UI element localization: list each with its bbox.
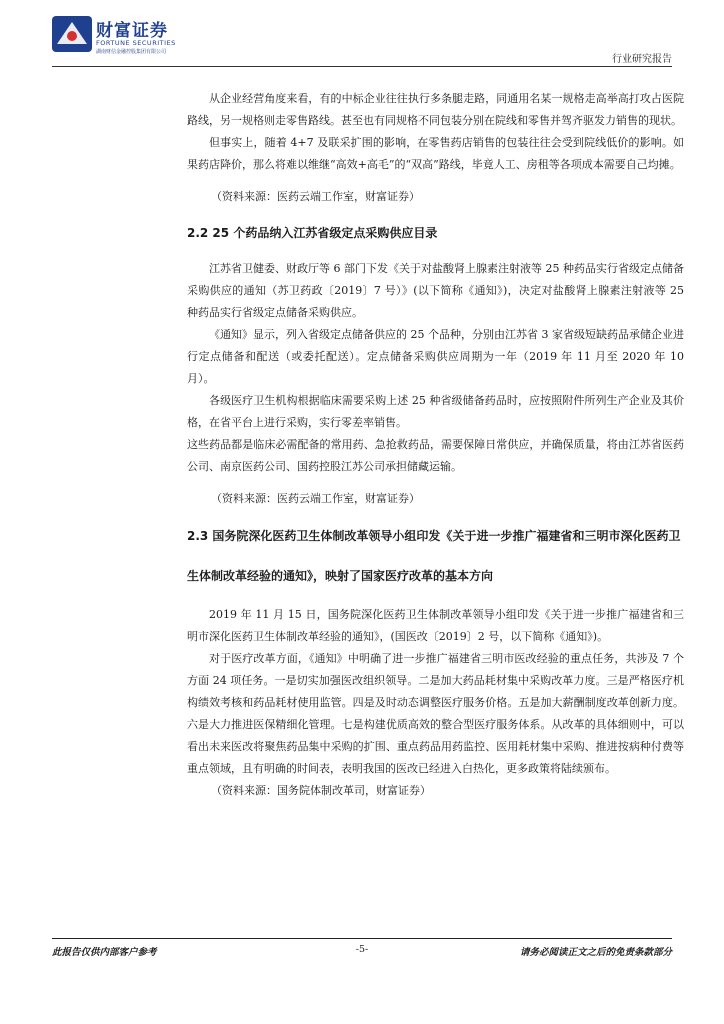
logo-english-name: FORTUNE SECURITIES <box>96 39 176 47</box>
header-divider <box>52 66 672 67</box>
intro-paragraph-2: 但事实上，随着 4+7 及联采扩围的影响，在零售药店销售的包装往往会受到院线低价的影响。如果药店降价，那么将难以维继“高效+高毛”的“双高”路线，毕竟人工、房租等各项成本需要自己均摊。 <box>187 136 684 171</box>
s23-source: （资料来源：国务院体制改革司，财富证券） <box>211 784 431 797</box>
intro-paragraph-1: 从企业经营角度来看，有的中标企业往往执行多条腿走路，同通用名某一规格走高举高打攻占医院路线，另一规格则走零售路线。甚至也有同规格不同包装分别在院线和零售并驾齐驱发力销售的现状。 <box>187 92 684 127</box>
footer-disclaimer-right: 请务必阅读正文之后的免责条款部分 <box>519 947 672 958</box>
fortune-securities-logo <box>52 14 252 64</box>
footer-divider <box>52 938 672 939</box>
s23-paragraph-1: 2019 年 11 月 15 日，国务院深化医药卫生体制改革领导小组印发《关于进一步推广福建省和三明市深化医药卫生体制改革经验的通知》，(国医改〔2019〕2 号，以下简称《通知》)。 <box>187 608 684 643</box>
s22-source: （资料来源：医药云端工作室，财富证券） <box>211 492 420 505</box>
page-header <box>52 14 672 66</box>
logo-emblem-icon <box>52 16 92 52</box>
section-2-3-title: 2.3 国务院深化医药卫生体制改革领导小组印发《关于进一步推广福建省和三明市深化医药卫生体制改革经验的通知》，映射了国家医疗改革的基本方向 <box>187 529 681 583</box>
section-2-2-title: 2.2 25 个药品纳入江苏省级定点采购供应目录 <box>187 226 438 240</box>
s22-paragraph-3: 各级医疗卫生机构根据临床需要采购上述 25 种省级储备药品时，应按照附件所列生产企业及其价格，在省平台上进行采购，实行零差率销售。 <box>187 394 684 429</box>
footer-disclaimer-left: 此报告仅供内部客户参考 <box>52 947 157 958</box>
report-type-label: 行业研究报告 <box>612 54 672 65</box>
s22-paragraph-4: 这些药品都是临床必需配备的常用药、急抢救药品，需要保障日常供应，并确保质量，将由江苏省医药公司、南京医药公司、国药控股江苏公司承担储藏运输。 <box>187 438 684 473</box>
s22-paragraph-2: 《通知》显示，列入省级定点储备供应的 25 个品种，分别由江苏省 3 家省级短缺药品承储企业进行定点储备和配送（或委托配送）。定点储备采购供应周期为一年（2019 年 11 月至 2020 年 10 月）。 <box>187 328 684 385</box>
logo-chinese-name: 财富证券 <box>96 21 168 41</box>
s22-paragraph-1: 江苏省卫健委、财政厅等 6 部门下发《关于对盐酸肾上腺素注射液等 25 种药品实行省级定点储备采购供应的通知（苏卫药政〔2019〕7 号）》(以下简称《通知》)，决定对盐酸肾上腺素注射液等 25 种药品实行省级定点储备采购供应。 <box>187 262 684 319</box>
intro-source: （资料来源：医药云端工作室，财富证券） <box>211 190 420 203</box>
s23-paragraph-2: 对于医疗改革方面，《通知》中明确了进一步推广福建省三明市医改经验的重点任务，共涉及 7 个方面 24 项任务。一是切实加强医改组织领导。二是加大药品耗材集中采购改革力度。三是严格医疗机构绩效考核和药品耗材使用监管。四是及时动态调整医疗服务价格。五是加大薪酬制度改革创新力度。六是大力推进医保精细化管理。七是构建优质高效的整合型医疗服务体系。从改革的具体细则中，可以看出未来医改将聚焦药品集中采购的扩围、重点药品用药监控、医用耗材集中采购、推进按病种付费等重点领域，且有明确的时间表，表明我国的医改已经进入白热化，更多政策将陆续颁布。 <box>187 652 684 775</box>
page-number: -5- <box>355 944 369 955</box>
page-footer <box>52 944 672 960</box>
logo-slogan: 湖南财信金融控股集团有限公司 <box>96 49 167 55</box>
report-body <box>187 88 684 802</box>
